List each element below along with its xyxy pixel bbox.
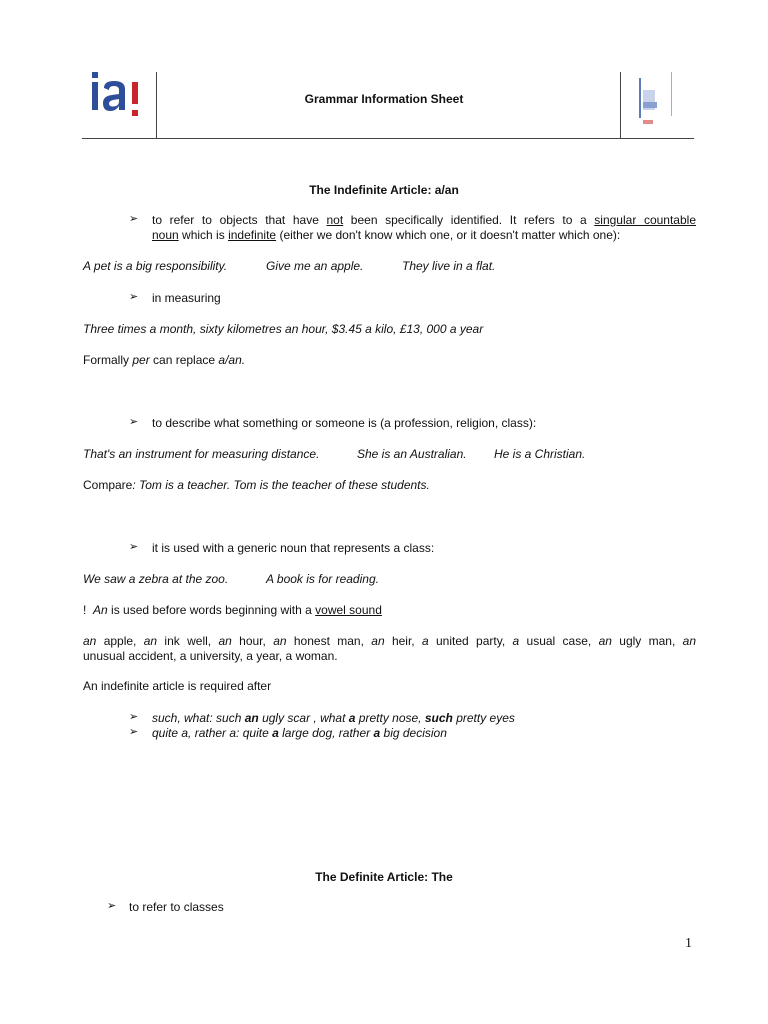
example-sentence: They live in a flat.: [402, 259, 496, 273]
definite-rule-1: to refer to classes: [129, 900, 224, 914]
required-item-quite-rather: quite a, rather a: quite a large dog, rather a big decision: [152, 726, 447, 740]
indefinite-rule-1: to refer to objects that have not been specifically identified. It refers to a singular countable: [152, 213, 696, 227]
bullet-arrow-icon: ➢: [129, 213, 139, 225]
bullet-arrow-icon: ➢: [129, 416, 139, 428]
example-sentence: He is a Christian.: [494, 447, 586, 461]
required-note: An indefinite article is required after: [83, 679, 272, 693]
bullet-arrow-icon: ➢: [129, 726, 139, 738]
example-sentence: A book is for reading.: [266, 572, 379, 586]
required-item-such-what: such, what: such an ugly scar , what a pretty nose, such pretty eyes: [152, 711, 515, 725]
example-sentence: We saw a zebra at the zoo.: [83, 572, 229, 586]
example-sentence: Three times a month, sixty kilometres an hour, $3.45 a kilo, £13, 000 a year: [83, 322, 484, 336]
indefinite-rule-3: to describe what something or someone is (a profession, religion, class):: [152, 416, 537, 430]
example-sentence: Give me an apple.: [266, 259, 364, 273]
header-divider-right: [620, 72, 621, 138]
document-title: Grammar Information Sheet: [304, 92, 464, 106]
example-sentence: That's an instrument for measuring distance.: [83, 447, 320, 461]
bullet-arrow-icon: ➢: [129, 711, 139, 723]
bullet-arrow-icon: ➢: [129, 541, 139, 553]
example-sentence: A pet is a big responsibility.: [83, 259, 228, 273]
an-usage-note: ! An is used before words beginning with a vowel sound: [83, 603, 382, 617]
formally-note: Formally per can replace a/an.: [83, 353, 246, 367]
an-examples-line-1: an apple, an ink well, an hour, an honest man, an heir, a united party, a usual case, an ugly man, an: [83, 634, 696, 648]
bullet-arrow-icon: ➢: [129, 291, 139, 303]
compare-note: Compare: Tom is a teacher. Tom is the teacher of these students.: [83, 478, 430, 492]
section-heading-indefinite: The Indefinite Article: a/an: [309, 183, 459, 197]
header-rule: [82, 138, 694, 139]
an-examples-line-2: unusual accident, a university, a year, a woman.: [83, 649, 338, 663]
indefinite-rule-1-cont: noun which is indefinite (either we don't know which one, or it doesn't matter which one):: [152, 228, 621, 242]
bullet-arrow-icon: ➢: [107, 900, 117, 912]
indefinite-rule-2: in measuring: [152, 291, 221, 305]
section-heading-definite: The Definite Article: The: [315, 870, 453, 884]
indefinite-rule-4: it is used with a generic noun that represents a class:: [152, 541, 435, 555]
institution-emblem-icon: [637, 72, 677, 128]
page-number: 1: [685, 936, 692, 951]
example-sentence: She is an Australian.: [357, 447, 467, 461]
